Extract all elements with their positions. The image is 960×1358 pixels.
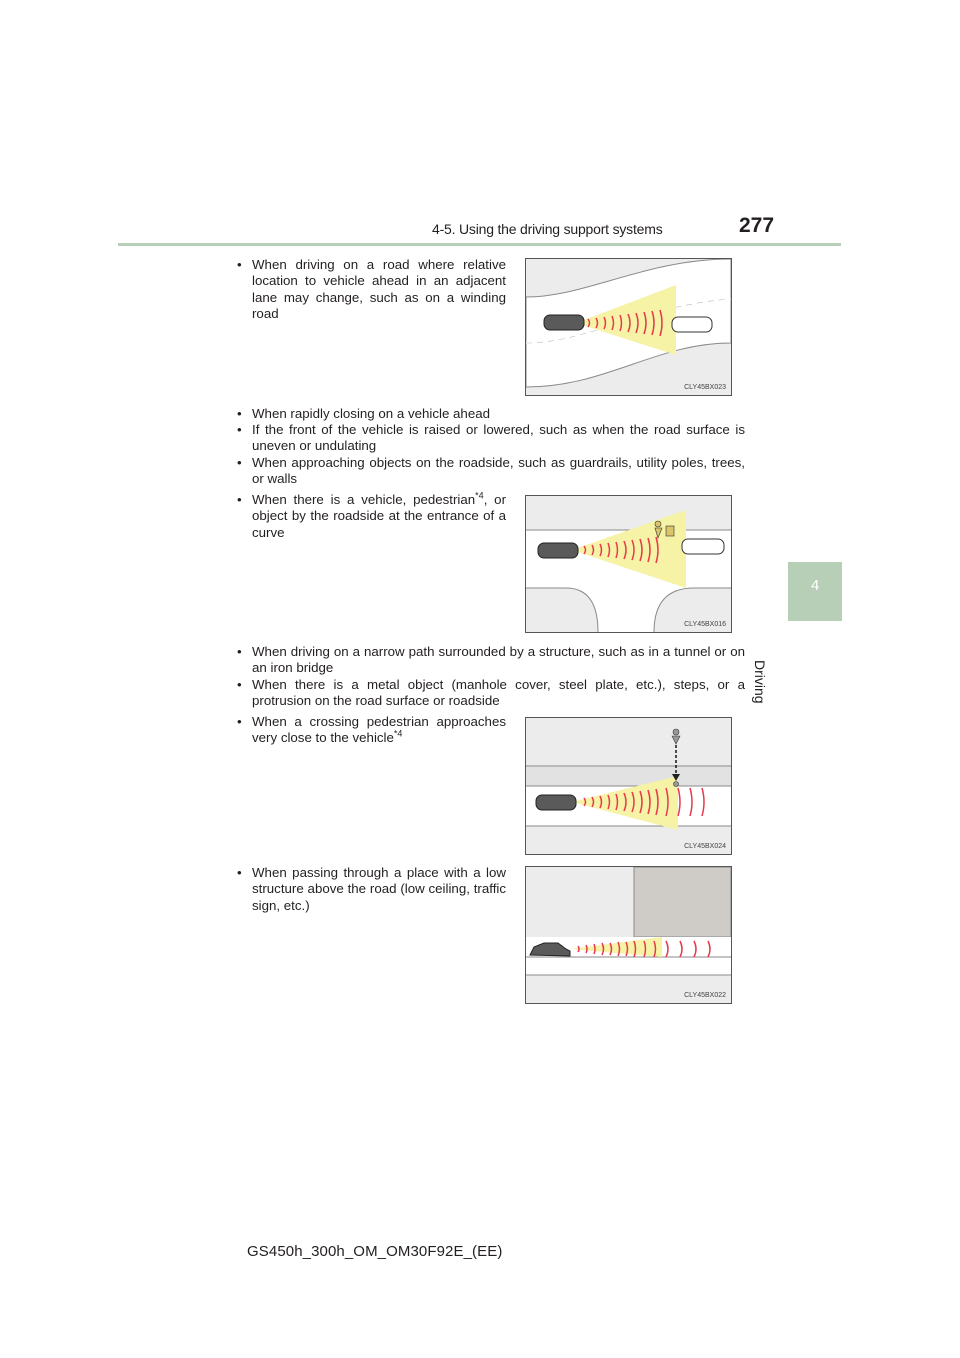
figure-code: CLY45BX024 bbox=[684, 843, 726, 850]
bullet: • bbox=[237, 257, 242, 272]
list-item bbox=[237, 865, 506, 914]
list-item-text: When driving on a road where relative location to vehicle ahead in an adjacent lane may change, such as on a winding road bbox=[252, 257, 506, 321]
bullet: • bbox=[237, 714, 242, 729]
list-item-text: When there is a vehicle, pedestrian bbox=[252, 492, 476, 507]
figure-low-structure bbox=[525, 866, 732, 1004]
figure-code: CLY45BX022 bbox=[684, 992, 726, 999]
bullet: • bbox=[237, 455, 242, 470]
list-item bbox=[237, 406, 745, 422]
list-item-text-cont: , or object by the roadside at the entrance of a curve bbox=[252, 492, 506, 540]
list-item bbox=[237, 257, 506, 322]
bullet: • bbox=[237, 677, 242, 692]
bullet: • bbox=[237, 644, 242, 659]
list-item bbox=[237, 422, 745, 455]
vehicle-ahead-icon bbox=[682, 539, 724, 554]
list-item-text: When there is a metal object (manhole cover, steel plate, etc.), steps, or a protrusion on the road surface or roadside bbox=[252, 677, 745, 709]
list-item bbox=[237, 492, 506, 541]
own-car-icon bbox=[538, 543, 578, 558]
own-car-icon bbox=[544, 315, 584, 330]
bullet: • bbox=[237, 406, 242, 421]
own-car-icon bbox=[536, 795, 576, 810]
figure-crossing-pedestrian bbox=[525, 717, 732, 855]
figure-code: CLY45BX023 bbox=[684, 384, 726, 391]
overhead-structure bbox=[634, 867, 731, 937]
list-item-text: When driving on a narrow path surrounded by a structure, such as in a tunnel or on an iron bridge bbox=[252, 644, 745, 676]
figure-winding-road bbox=[525, 258, 732, 396]
list-item bbox=[237, 644, 745, 677]
chapter-label: Driving bbox=[752, 660, 768, 704]
header-divider bbox=[118, 243, 841, 246]
list-item bbox=[237, 455, 745, 488]
figure-code: CLY45BX016 bbox=[684, 621, 726, 628]
list-item-text: When passing through a place with a low structure above the road (low ceiling, traffic sign, etc.) bbox=[252, 865, 506, 913]
chapter-tab: 4 bbox=[788, 562, 842, 621]
figure-curve-entrance bbox=[525, 495, 732, 633]
vehicle-ahead-icon bbox=[672, 317, 712, 332]
list-item-text: When rapidly closing on a vehicle ahead bbox=[252, 406, 491, 421]
page-number: 277 bbox=[739, 214, 775, 237]
list-item-text: If the front of the vehicle is raised or lowered, such as when the road surface is uneven or undulating bbox=[252, 422, 745, 454]
bullet: • bbox=[237, 422, 242, 437]
section-title: 4-5. Using the driving support systems bbox=[432, 221, 663, 237]
list-item bbox=[237, 714, 506, 747]
document-code: GS450h_300h_OM_OM30F92E_(EE) bbox=[247, 1243, 503, 1260]
list-item-text: When approaching objects on the roadside, such as guardrails, utility poles, trees, or walls bbox=[252, 455, 745, 487]
footnote-ref: *4 bbox=[475, 490, 484, 501]
bullet: • bbox=[237, 492, 242, 507]
footnote-ref: *4 bbox=[393, 728, 403, 739]
list-item bbox=[237, 677, 745, 710]
list-item-text: When a crossing pedestrian approaches very close to the vehicle bbox=[252, 714, 506, 746]
bullet: • bbox=[237, 865, 242, 880]
